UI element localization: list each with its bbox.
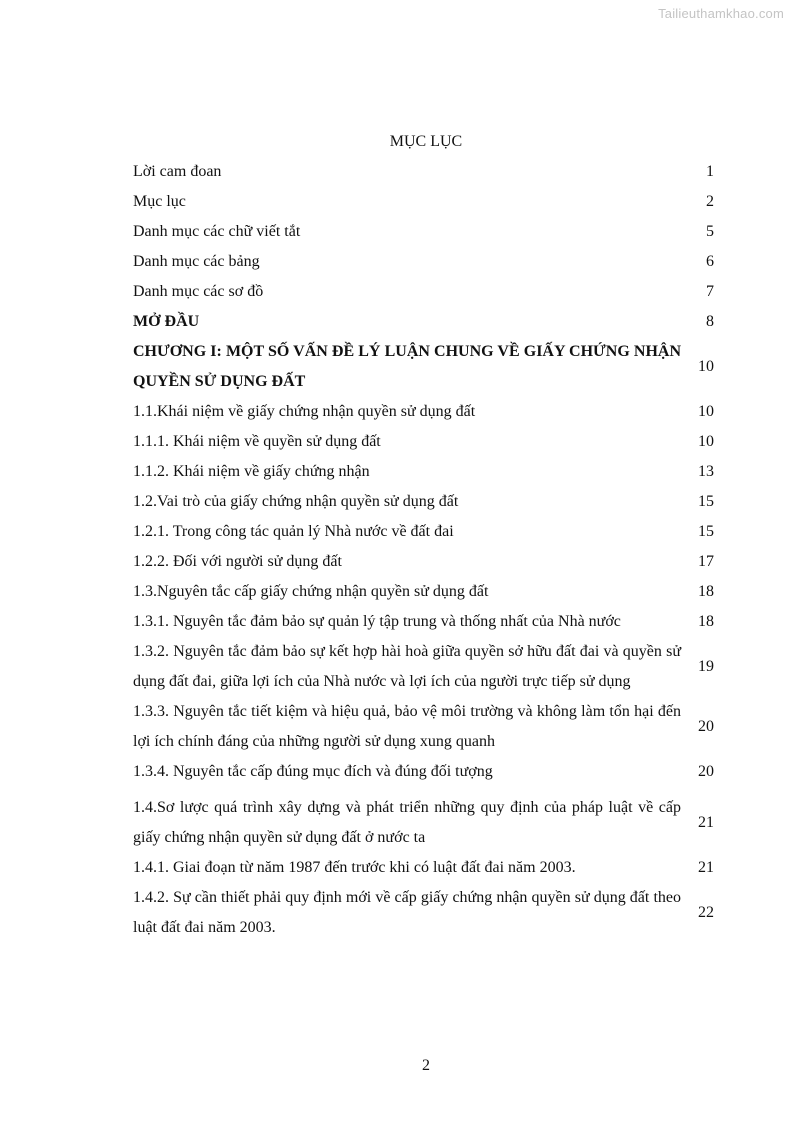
toc-entry-chu-viet-tat [133,217,715,247]
toc-entry-page: 20 [698,763,714,780]
toc-entry-page: 5 [706,223,714,240]
table-of-contents [133,157,715,943]
toc-entry-1-2 [133,487,715,517]
toc-entry-page: 19 [698,658,714,675]
toc-entry-1-1-2 [133,457,715,487]
toc-entry-page: 6 [706,253,714,270]
toc-entry-text: 1.4.1. Giai đoạn từ năm 1987 đến trước khi có luật đất đai năm 2003. [133,859,576,876]
toc-entry-page: 15 [698,523,714,540]
toc-entry-1-2-2 [133,547,715,577]
toc-entry-text: 1.1.1. Khái niệm về quyền sử dụng đất [133,433,381,450]
toc-entry-text: Danh mục các chữ viết tắt [133,223,301,240]
toc-entry-muc-luc [133,187,715,217]
toc-entry-1-3 [133,577,715,607]
toc-entry-text: 1.3.1. Nguyên tắc đảm bảo sự quản lý tập trung và thống nhất của Nhà nước [133,613,621,630]
toc-entry-text: 1.2.2. Đối với người sử dụng đất [133,553,342,570]
toc-entry-page: 18 [698,613,714,630]
toc-entry-1-4-2 [133,883,715,943]
toc-entry-text: MỞ ĐẦU [133,313,200,330]
toc-entry-text: 1.4.Sơ lược quá trình xây dựng và phát triển những quy định của pháp luật về cấp giấy chứng nhận quyền sử dụng đất ở nước ta [133,799,681,846]
toc-entry-page: 13 [698,463,714,480]
toc-entry-text: 1.3.2. Nguyên tắc đảm bảo sự kết hợp hài hoà giữa quyền sở hữu đất đai và quyền sử dụng đất đai, giữa lợi ích của Nhà nước và lợi ích của người trực tiếp sử dụng [133,643,681,690]
toc-entry-1-3-2 [133,637,715,697]
toc-entry-1-1 [133,397,715,427]
toc-entry-text: CHƯƠNG I: MỘT SỐ VẤN ĐỀ LÝ LUẬN CHUNG VỀ GIẤY CHỨNG NHẬN QUYỀN SỬ DỤNG ĐẤT [133,343,681,390]
toc-entry-text: 1.3.3. Nguyên tắc tiết kiệm và hiệu quả, bảo vệ môi trường và không làm tổn hại đến lợi ích chính đáng của những người sử dụng xung quanh [133,703,681,750]
page-number: 2 [422,1057,430,1074]
toc-entry-page: 10 [698,358,714,375]
toc-entry-danh-muc-bang [133,247,715,277]
toc-entry-page: 17 [698,553,714,570]
toc-entry-text: 1.3.Nguyên tắc cấp giấy chứng nhận quyền sử dụng đất [133,583,489,600]
toc-entry-page: 1 [706,163,714,180]
toc-entry-page: 20 [698,718,714,735]
toc-entry-page: 8 [706,313,714,330]
toc-entry-1-4 [133,793,715,853]
toc-entry-page: 18 [698,583,714,600]
toc-entry-page: 22 [698,904,714,921]
toc-entry-page: 15 [698,493,714,510]
toc-entry-page: 10 [698,433,714,450]
toc-entry-1-4-1 [133,853,715,883]
toc-entry-danh-muc-so-do [133,277,715,307]
toc-entry-text: Danh mục các sơ đồ [133,283,264,300]
watermark-text: Tailieuthamkhao.com [658,6,784,21]
toc-entry-1-2-1 [133,517,715,547]
toc-entry-1-3-3 [133,697,715,757]
toc-entry-1-1-1 [133,427,715,457]
toc-entry-text: 1.1.Khái niệm về giấy chứng nhận quyền sử dụng đất [133,403,476,420]
toc-entry-page: 21 [698,814,714,831]
toc-entry-page: 10 [698,403,714,420]
toc-entry-page: 7 [706,283,714,300]
toc-entry-mo-dau [133,307,715,337]
toc-entry-chuong-1 [133,337,715,397]
toc-entry-text: Lời cam đoan [133,163,222,180]
toc-entry-page: 2 [706,193,714,210]
toc-entry-text: 1.1.2. Khái niệm về giấy chứng nhận [133,463,370,480]
toc-entry-text: Mục lục [133,193,186,210]
toc-entry-text: 1.3.4. Nguyên tắc cấp đúng mục đích và đúng đối tượng [133,763,493,780]
toc-entry-1-3-4 [133,757,715,787]
toc-entry-1-3-1 [133,607,715,637]
toc-entry-text: Danh mục các bảng [133,253,260,270]
toc-entry-text: 1.2.1. Trong công tác quản lý Nhà nước về đất đai [133,523,454,540]
toc-entry-page: 21 [698,859,714,876]
toc-entry-text: 1.2.Vai trò của giấy chứng nhận quyền sử dụng đất [133,493,459,510]
toc-title: MỤC LỤC [389,133,463,150]
toc-entry-text: 1.4.2. Sự cần thiết phải quy định mới về cấp giấy chứng nhận quyền sử dụng đất theo luật đất đai năm 2003. [133,889,681,936]
toc-entry-loi-cam-doan [133,157,715,187]
